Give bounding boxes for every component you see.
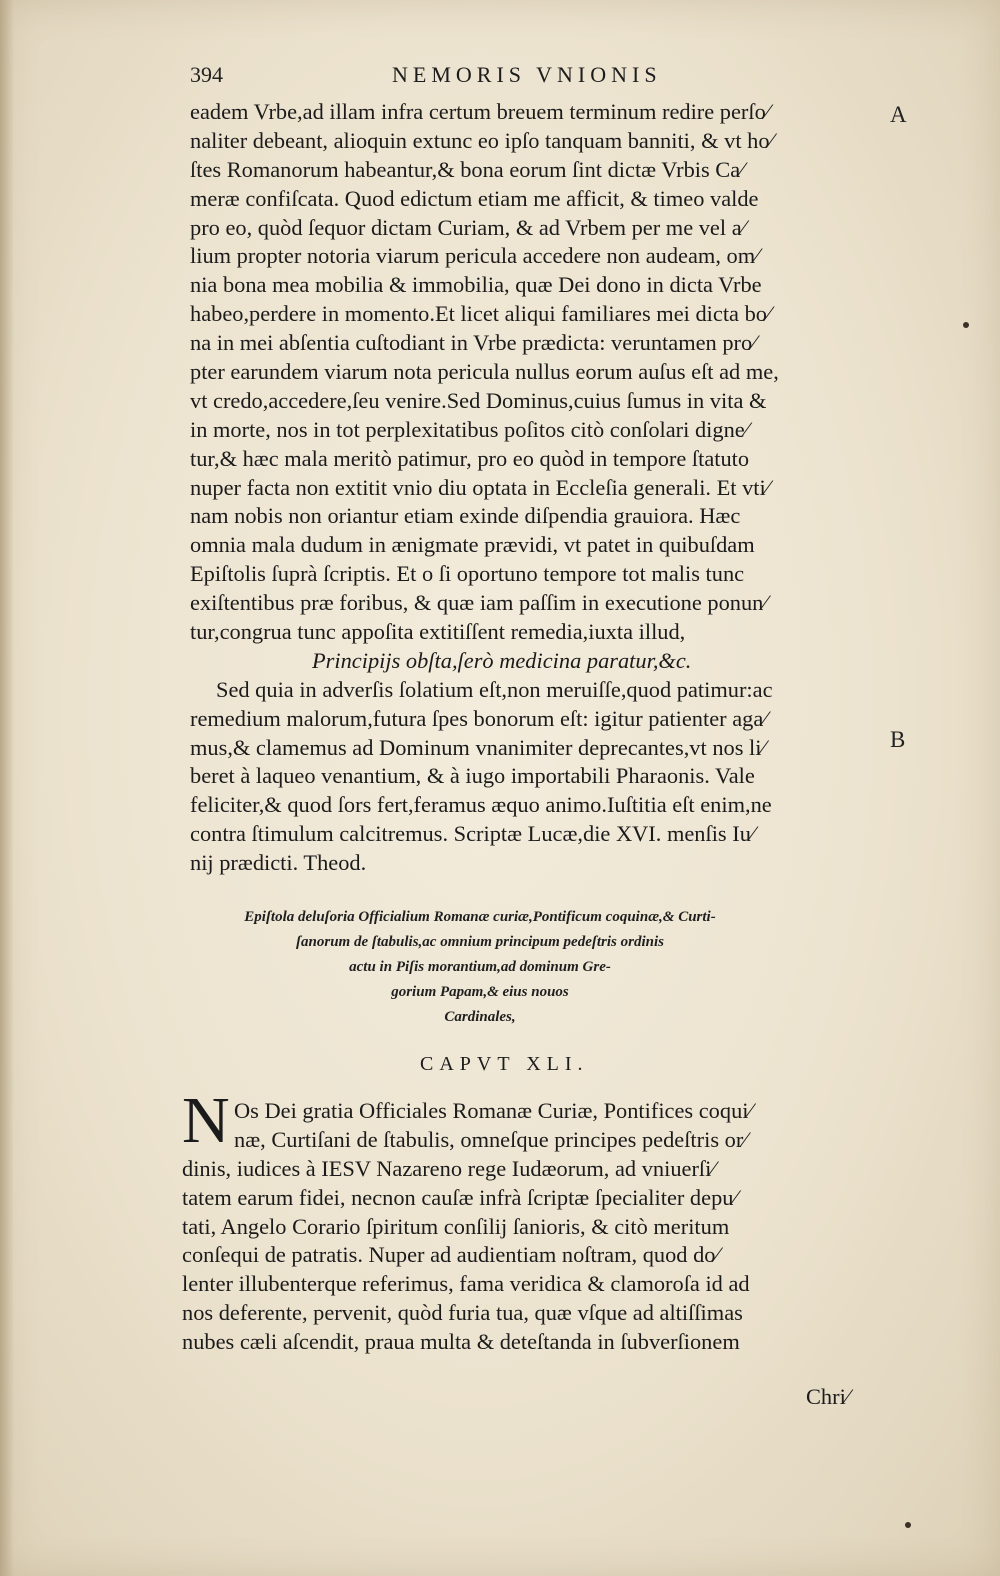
chapter-line: tati, Angelo Corario ſpiritum conſilij ſanioris, & citò meritum	[182, 1213, 730, 1239]
chapter-text	[182, 1084, 882, 1357]
body-line: exiſtentibus præ foribus, & quæ iam paſſim in executione ponun⁄	[190, 590, 768, 616]
body-line: nij prædicti. Theod.	[190, 850, 367, 876]
body-line: habeo,perdere in momento.Et licet aliqui familiares mei dicta bo⁄	[190, 301, 771, 327]
caption-line: actu in Piſis morantium,ad dominum Gre-	[349, 959, 611, 975]
body-line: vt credo,accedere,ſeu venire.Sed Dominus,cuius ſumus in vita &	[190, 387, 767, 413]
body-line: tur,& hæc mala meritò patimur, pro eo quòd in tempore ſtatuto	[190, 445, 750, 471]
chapter-line: tatem earum fidei, necnon cauſæ infrà ſcriptæ ſpecialiter depu⁄	[182, 1184, 738, 1210]
catchword: Chri⁄	[806, 1384, 850, 1409]
drop-cap: N	[182, 1084, 230, 1157]
body-line: eadem Vrbe,ad illam infra certum breuem terminum redire perſo⁄	[190, 99, 770, 124]
body-line: feliciter,& quod ſors fert,feramus æquo animo.Iuſtitia eſt enim,ne	[190, 792, 772, 818]
body-line: na in mei abſentia cuſtodiant in Vrbe prædicta: veruntamen pro⁄	[190, 330, 756, 356]
ink-speck	[963, 322, 969, 328]
body-line: beret à laqueo venantium, & à iugo importabili Pharaonis. Vale	[190, 763, 755, 789]
body-line: nam nobis non oriantur etiam exinde diſpendia grauiora. Hæc	[190, 503, 741, 529]
body-line: Epiſtolis ſuprà ſcriptis. Et o ſi oportuno tempore tot malis tunc	[190, 561, 745, 587]
chapter-line: lenter illubenterque referimus, fama veridica & clamoroſa id ad	[182, 1271, 750, 1297]
caption-line: Epiſtola deluſoria Officialium Romanæ curiæ,Pontificum coquinæ,& Curti-	[244, 909, 716, 925]
chapter-line: nos deferente, pervenit, quòd furia tua, quæ vſque ad altiſſimas	[182, 1300, 743, 1326]
body-line: nuper facta non extitit vnio diu optata in Eccleſia generali. Et vti⁄	[190, 474, 770, 500]
body-line: remedium malorum,futura ſpes bonorum eſt: igitur patienter aga⁄	[190, 705, 768, 731]
body-text	[190, 98, 880, 878]
margin-letter-a: A	[890, 102, 907, 127]
chapter-line: nubes cæli aſcendit, praua multa & deteſtanda in ſubverſionem	[182, 1329, 740, 1355]
caption-line: gorium Papam,& eius nouos	[391, 984, 569, 1000]
body-line: meræ confiſcata. Quod edictum etiam me afficit, & timeo valde	[190, 185, 759, 211]
quote-line: Principijs obſta,ſerò medicina paratur,&c.	[312, 647, 692, 673]
chapter-line: Os Dei gratia Officiales Romanæ Curiæ, Pontifices coqui⁄	[234, 1098, 753, 1123]
body-line: lium propter notoria viarum pericula accedere non audeam, om⁄	[190, 243, 759, 269]
body-line: mus,& clamemus ad Dominum vnanimiter deprecantes,vt nos li⁄	[190, 734, 766, 760]
body-line: pter earundem viarum nota pericula nullus eorum auſus eſt ad me,	[190, 359, 779, 385]
body-line: ſtes Romanorum habeantur,& bona eorum ſint dictæ Vrbis Ca⁄	[190, 156, 744, 182]
body-line: pro eo, quòd ſequor dictam Curiam, & ad Vrbem per me vel a⁄	[190, 214, 746, 240]
body-line: naliter debeant, alioquin extunc eo ipſo tanquam banniti, & vt ho⁄	[190, 127, 774, 153]
body-line: nia bona mea mobilia & immobilia, quæ Dei dono in dicta Vrbe	[190, 272, 762, 298]
binding-gutter	[0, 0, 14, 1576]
body-line: contra ſtimulum calcitremus. Scriptæ Lucæ,die XVI. menſis Iu⁄	[190, 821, 755, 847]
chapter-line: dinis, iudices à IESV Nazareno rege Iudæorum, ad vniuerſi⁄	[182, 1155, 716, 1181]
body-line: in morte, nos in tot perplexitatibus poſitos citò conſolari digne⁄	[190, 416, 749, 442]
chapter-line: conſequi de patratis. Nuper ad audientiam noſtram, quod do⁄	[182, 1242, 720, 1268]
running-title: NEMORIS VNIONIS	[392, 62, 662, 87]
epistle-caption	[230, 905, 730, 1030]
page-number: 394	[190, 62, 223, 87]
chapter-heading: CAPVT XLI.	[420, 1053, 589, 1075]
chapter-line: næ, Curtiſani de ſtabulis, omneſque principes pedeſtris or⁄	[234, 1126, 748, 1152]
body-line: tur,congrua tunc appoſita extitiſſent remedia,iuxta illud,	[190, 619, 686, 645]
margin-letter-b: B	[890, 727, 906, 752]
caption-line: ſanorum de ſtabulis,ac omnium principum pedeſtris ordinis	[296, 934, 664, 950]
body-line: omnia mala dudum in ænigmate prævidi, vt patet in quibuſdam	[190, 532, 755, 558]
page-header	[190, 62, 730, 92]
body-line: Sed quia in adverſis ſolatium eſt,non meruiſſe,quod patimur:ac	[216, 676, 773, 702]
caption-line: Cardinales,	[444, 1009, 516, 1025]
ink-speck	[905, 1522, 911, 1528]
